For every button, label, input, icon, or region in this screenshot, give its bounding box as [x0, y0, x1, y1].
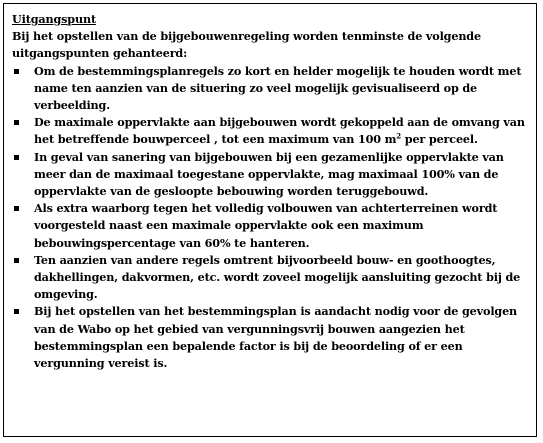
text-box-content: [12, 11, 534, 372]
intro-paragraph: Bij het opstellen van de bijgebouwenregeling worden tenminste de volgende uitgangspunten gehanteerd:: [12, 29, 481, 61]
list-item: [12, 200, 534, 252]
list-item: [12, 114, 534, 148]
list-item-text: Bij het opstellen van het bestemmingsplan is aandacht nodig voor de gevolgen van de Wabo op het gebied van vergunningsvrij bouwen aangezien het bestemmingsplan een bepalende factor is bij de beoordeling of er een vergunning vereist is.: [34, 304, 518, 371]
square-bullet-icon: [14, 309, 19, 314]
list-item-text: De maximale oppervlakte aan bijgebouwen wordt gekoppeld aan de omvang van het betreffende bouwperceel , tot een maximum van 100 m: [34, 115, 525, 147]
list-item-text: Ten aanzien van andere regels omtrent bijvoorbeeld bouw- en goothoogtes, dakhellingen, dakvormen, etc. wordt zoveel mogelijk aansluiting gezocht bij de omgeving.: [34, 252, 521, 302]
square-bullet-icon: [14, 206, 19, 211]
square-bullet-icon: [14, 120, 19, 125]
list-item-text-suffix: per perceel.: [401, 132, 478, 147]
square-bullet-icon: [14, 69, 19, 74]
list-item-text: Om de bestemmingsplanregels zo kort en helder mogelijk te houden wordt met name ten aanzien van de situering zo veel mogelijk gevisualiseerd op de verbeelding.: [34, 63, 522, 113]
list-item-text: Als extra waarborg tegen het volledig volbouwen van achterterreinen wordt voorgesteld naast een maximale oppervlakte ook een maximum bebouwingspercentage van 60% te hanteren.: [34, 201, 498, 250]
square-bullet-icon: [14, 258, 19, 263]
text-box-frame: [3, 3, 537, 437]
square-bullet-icon: [14, 155, 19, 160]
superscript-2: 2: [396, 131, 402, 141]
list-item: [12, 252, 534, 304]
section-heading: Uitgangspunt: [12, 12, 96, 26]
list-item: [12, 63, 534, 115]
list-item-text: In geval van sanering van bijgebouwen bij een gezamenlijke oppervlakte van meer dan de maximaal toegestane oppervlakte, mag maximaal 100% van de oppervlakte van de gesloopte bebouwing worden teruggebouwd.: [34, 149, 504, 199]
list-item: [12, 303, 534, 372]
list-item: [12, 149, 534, 201]
uitgangspunten-list: [12, 63, 534, 373]
